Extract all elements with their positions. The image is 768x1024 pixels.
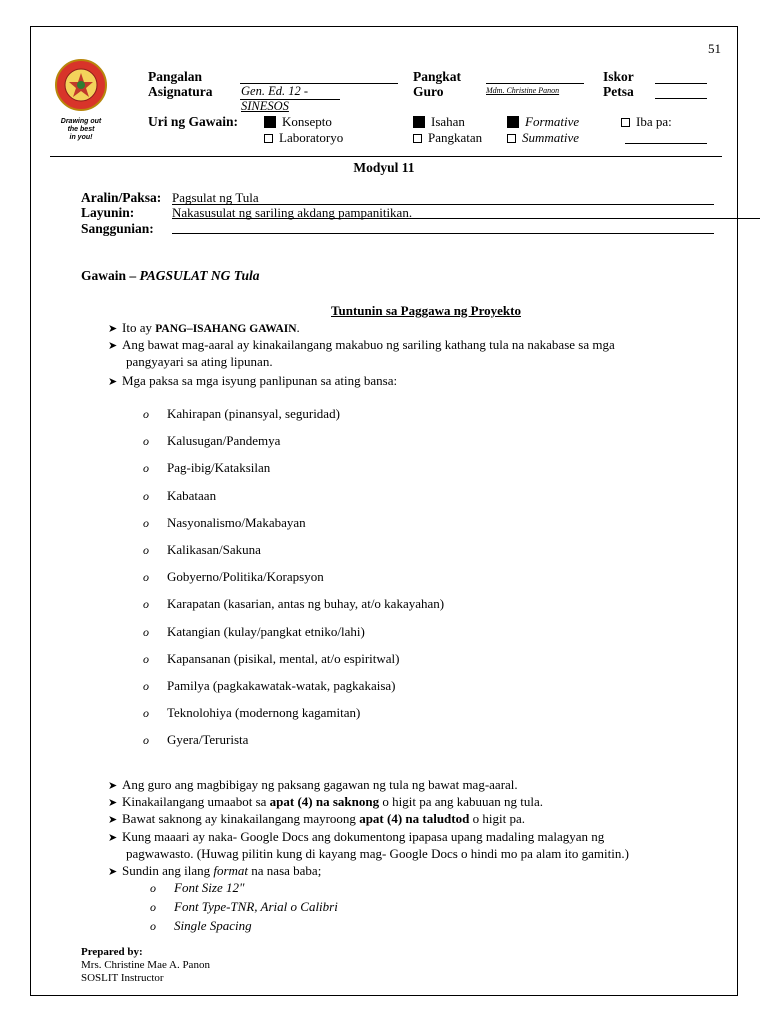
circle-bullet-icon: o: [143, 733, 149, 747]
topic-item: [143, 406, 340, 422]
circle-bullet-icon: o: [143, 461, 149, 475]
seal-icon: [44, 58, 118, 112]
checkbox-icon: [507, 134, 516, 143]
rule-item: ➤ Sundin ang ilang format na nasa baba;: [108, 863, 322, 878]
prepared-label: Prepared by:: [81, 946, 143, 958]
rule-item: ➤ Ang guro ang magbibigay ng paksang gagawan ng tula ng bawat mag-aaral.: [108, 777, 518, 792]
circle-bullet-icon: o: [143, 516, 149, 530]
circle-bullet-icon: o: [150, 881, 156, 895]
petsa-field[interactable]: [655, 98, 707, 99]
topic-label: Pamilya (pagkakawatak-watak, pagkakaisa): [167, 678, 396, 693]
format-item: o Font Size 12": [150, 880, 245, 895]
topic-item: [143, 651, 399, 667]
iba-pa-field[interactable]: [625, 143, 707, 144]
iskor-label: Iskor: [603, 69, 634, 84]
circle-bullet-icon: o: [143, 570, 149, 584]
formative-option[interactable]: [507, 114, 579, 130]
circle-bullet-icon: o: [143, 434, 149, 448]
arrow-bullet-icon: ➤: [108, 866, 118, 878]
circle-bullet-icon: o: [143, 679, 149, 693]
topic-label: Gyera/Terurista: [167, 732, 249, 747]
iba-pa-label: Iba pa:: [636, 114, 672, 129]
layunin-line: [172, 218, 760, 219]
summative-option[interactable]: [507, 130, 579, 146]
modyul-title: Modyul 11: [353, 160, 415, 175]
asignatura-value-1: Gen. Ed. 12 -: [241, 84, 308, 98]
topic-label: Karapatan (kasarian, antas ng buhay, at/o kakayahan): [167, 596, 445, 611]
pangkat-label: Pangkat: [413, 69, 462, 84]
circle-bullet-icon: o: [150, 919, 156, 933]
aralin-label: Aralin/Paksa:: [81, 190, 162, 205]
arrow-bullet-icon: ➤: [108, 323, 118, 335]
iskor-field[interactable]: [655, 83, 707, 84]
circle-bullet-icon: o: [143, 706, 149, 720]
gawain-heading: [81, 268, 260, 284]
topic-item: [143, 596, 444, 612]
circle-bullet-icon: o: [143, 489, 149, 503]
summative-label: Summative: [522, 130, 580, 145]
circle-bullet-icon: o: [143, 407, 149, 421]
sanggunian-label: Sanggunian:: [81, 221, 154, 236]
laboratoryo-option[interactable]: [264, 130, 343, 146]
layunin-label: Layunin:: [81, 205, 135, 220]
rule-item-cont: pangyayari sa ating lipunan.: [126, 354, 273, 369]
logo-tagline-2: the best: [67, 126, 95, 133]
school-logo: [44, 58, 118, 144]
topic-label: Kahirapan (pinansyal, seguridad): [167, 406, 340, 421]
rule-item: ➤ Mga paksa sa mga isyung panlipunan sa ating bansa:: [108, 373, 398, 388]
topic-item: [143, 515, 306, 531]
pangkat-field[interactable]: [486, 83, 584, 84]
aralin-value: Pagsulat ng Tula: [172, 190, 259, 205]
circle-bullet-icon: o: [143, 543, 149, 557]
topic-label: Kalikasan/Sakuna: [167, 542, 261, 557]
topic-item: [143, 705, 360, 721]
arrow-bullet-icon: ➤: [108, 832, 118, 844]
guro-label: Guro: [413, 84, 444, 99]
asignatura-value-2: SINESOS: [241, 99, 289, 113]
prepared-name: Mrs. Christine Mae A. Panon: [81, 959, 210, 971]
pangkatan-label: Pangkatan: [428, 130, 483, 145]
topic-label: Katangian (kulay/pangkat etniko/lahi): [167, 624, 365, 639]
logo-tagline-3: in you!: [69, 134, 93, 141]
checkbox-icon: [264, 134, 273, 143]
topic-item: [143, 678, 395, 694]
topic-item: [143, 488, 216, 504]
checkbox-icon: [621, 118, 630, 127]
circle-bullet-icon: o: [143, 597, 149, 611]
tuntunin-title: Tuntunin sa Paggawa ng Proyekto: [331, 303, 521, 318]
checked-box-icon: [507, 116, 519, 128]
checked-box-icon: [413, 116, 425, 128]
topic-label: Gobyerno/Politika/Korapsyon: [167, 569, 324, 584]
topic-item: [143, 460, 270, 476]
topic-label: Teknolohiya (modernong kagamitan): [167, 705, 361, 720]
isahan-option[interactable]: [413, 114, 465, 130]
konsepto-label: Konsepto: [282, 114, 332, 129]
topic-item: [143, 624, 365, 640]
guro-value: Mdm. Christine Panon: [486, 86, 560, 95]
gawain-prefix: Gawain –: [81, 268, 140, 283]
arrow-bullet-icon: ➤: [108, 814, 118, 826]
header-divider: [50, 156, 722, 157]
rule-item: ➤ Ang bawat mag-aaral ay kinakailangang makabuo ng sariling kathang tula na nakabase sa mga: [108, 337, 615, 352]
format-item: o Font Type-TNR, Arial o Calibri: [150, 899, 338, 914]
arrow-bullet-icon: ➤: [108, 780, 118, 792]
logo-tagline-1: Drawing out: [60, 118, 102, 125]
topic-label: Kabataan: [167, 488, 217, 503]
page-number: 51: [708, 41, 721, 56]
layunin-value: Nakasusulat ng sariling akdang pampanitikan.: [172, 205, 413, 220]
gawain-title: PAGSULAT NG Tula: [139, 268, 260, 283]
pangalan-label: Pangalan: [148, 69, 203, 84]
iba-pa-option[interactable]: [621, 114, 672, 130]
konsepto-option[interactable]: [264, 114, 332, 130]
rule-item-cont: pagwawasto. (Huwag pilitin kung di kayang mag- Google Docs o hindi mo pa alam ito gamitin.): [126, 846, 629, 861]
laboratoryo-label: Laboratoryo: [279, 130, 344, 145]
circle-bullet-icon: o: [143, 625, 149, 639]
uri-gawain-label: Uri ng Gawain:: [148, 114, 239, 129]
topic-item: [143, 433, 280, 449]
sanggunian-line[interactable]: [172, 233, 714, 234]
formative-label: Formative: [525, 114, 580, 129]
topic-item: [143, 732, 248, 748]
checked-box-icon: [264, 116, 276, 128]
topic-label: Kapansanan (pisikal, mental, at/o espiritwal): [167, 651, 400, 666]
arrow-bullet-icon: ➤: [108, 376, 118, 388]
rule-item: ➤ Kinakailangang umaabot sa apat (4) na saknong o higit pa ang kabuuan ng tula.: [108, 794, 544, 809]
format-item: o Single Spacing: [150, 918, 252, 933]
topic-label: Pag-ibig/Kataksilan: [167, 460, 271, 475]
prepared-title: SOSLIT Instructor: [81, 972, 164, 984]
topic-label: Nasyonalismo/Makabayan: [167, 515, 306, 530]
asignatura-label: Asignatura: [148, 84, 213, 99]
rule-item: ➤ Kung maaari ay naka- Google Docs ang dokumentong ipapasa upang madaling malagyan ng: [108, 829, 605, 844]
checkbox-icon: [413, 134, 422, 143]
arrow-bullet-icon: ➤: [108, 340, 118, 352]
isahan-label: Isahan: [431, 114, 465, 129]
pangkatan-option[interactable]: [413, 130, 482, 146]
topic-label: Kalusugan/Pandemya: [167, 433, 281, 448]
topic-item: [143, 569, 324, 585]
petsa-label: Petsa: [603, 84, 634, 99]
topic-item: [143, 542, 261, 558]
arrow-bullet-icon: ➤: [108, 797, 118, 809]
circle-bullet-icon: o: [150, 900, 156, 914]
circle-bullet-icon: o: [143, 652, 149, 666]
rule-item: ➤ Bawat saknong ay kinakailangang mayroong apat (4) na taludtod o higit pa.: [108, 811, 525, 826]
rule-item: ➤ Ito ay PANG–ISAHANG GAWAIN.: [108, 320, 300, 335]
